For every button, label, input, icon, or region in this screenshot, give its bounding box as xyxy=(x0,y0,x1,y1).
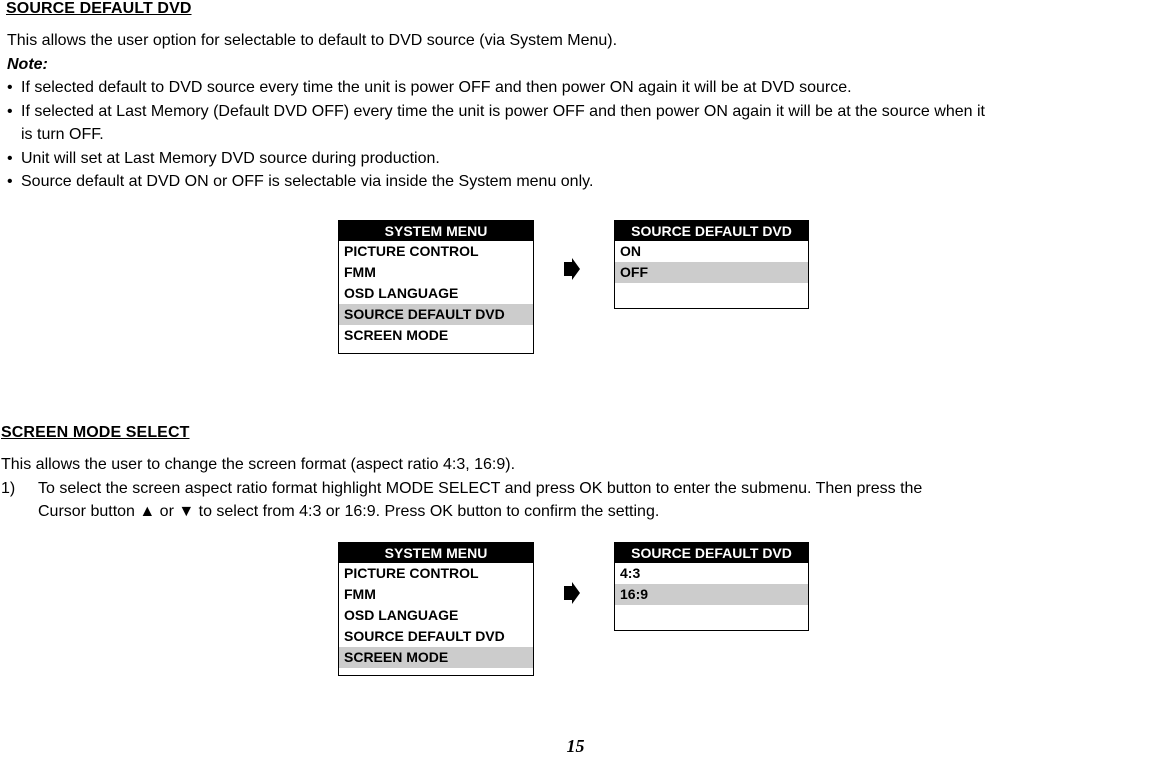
system-menu-title: SYSTEM MENU xyxy=(339,221,533,241)
submenu-item-on[interactable]: ON xyxy=(620,243,641,259)
submenu-title: SOURCE DEFAULT DVD xyxy=(615,543,808,563)
numbered-step: 1) To select the screen aspect ratio format highlight MODE SELECT and press OK button to enter the submenu. Then press the xyxy=(1,479,923,497)
bullet-continuation: is turn OFF. xyxy=(21,126,104,143)
bullet-item: • If selected at Last Memory (Default DVD OFF) every time the unit is power OFF and then power ON again it will be at the source when it xyxy=(7,102,985,120)
bullet-item: • If selected default to DVD source every time the unit is power OFF and then power ON again it will be at DVD source. xyxy=(7,79,852,96)
section-heading-source-default: SOURCE DEFAULT DVD xyxy=(6,0,192,17)
menu-item-picture-control[interactable]: PICTURE CONTROL xyxy=(344,243,479,259)
menu-item-osd-language[interactable]: OSD LANGUAGE xyxy=(344,285,459,301)
section-heading-screen-mode: SCREEN MODE SELECT xyxy=(1,424,190,441)
bullet-item: • Source default at DVD ON or OFF is selectable via inside the System menu only. xyxy=(7,173,594,190)
menu-item-picture-control[interactable]: PICTURE CONTROL xyxy=(344,565,479,581)
menu-item-screen-mode[interactable]: SCREEN MODE xyxy=(339,647,533,668)
note-label: Note: xyxy=(7,55,48,73)
intro-text: This allows the user option for selectable to default to DVD source (via System Menu). xyxy=(7,32,618,49)
submenu-item-16-9[interactable]: 16:9 xyxy=(615,584,808,605)
menu-item-source-default-dvd[interactable]: SOURCE DEFAULT DVD xyxy=(339,304,533,325)
submenu-source-default-1 xyxy=(614,220,809,309)
right-arrow-icon xyxy=(564,582,580,604)
bullet-item: • Unit will set at Last Memory DVD source during production. xyxy=(7,149,440,167)
submenu-item-off[interactable]: OFF xyxy=(615,262,808,283)
menu-item-screen-mode[interactable]: SCREEN MODE xyxy=(344,327,449,343)
submenu-screen-mode xyxy=(614,542,809,631)
section2-intro xyxy=(1,453,922,524)
menu-item-fmm[interactable]: FMM xyxy=(344,264,376,280)
system-menu-1 xyxy=(338,220,534,354)
section1-intro xyxy=(7,29,985,194)
right-arrow-icon xyxy=(564,258,580,280)
menu-item-fmm[interactable]: FMM xyxy=(344,586,376,602)
menu-item-osd-language[interactable]: OSD LANGUAGE xyxy=(344,607,459,623)
system-menu-2 xyxy=(338,542,534,676)
intro-text: This allows the user to change the screen format (aspect ratio 4:3, 16:9). xyxy=(1,456,516,473)
submenu-item-4-3[interactable]: 4:3 xyxy=(620,565,641,581)
page-number: 15 xyxy=(566,736,585,756)
system-menu-title: SYSTEM MENU xyxy=(339,543,533,563)
menu-item-source-default-dvd[interactable]: SOURCE DEFAULT DVD xyxy=(344,628,505,644)
submenu-title: SOURCE DEFAULT DVD xyxy=(615,221,808,241)
numbered-step-continuation: Cursor button ▲ or ▼ to select from 4:3 or 16:9. Press OK button to confirm the setting. xyxy=(38,503,660,520)
